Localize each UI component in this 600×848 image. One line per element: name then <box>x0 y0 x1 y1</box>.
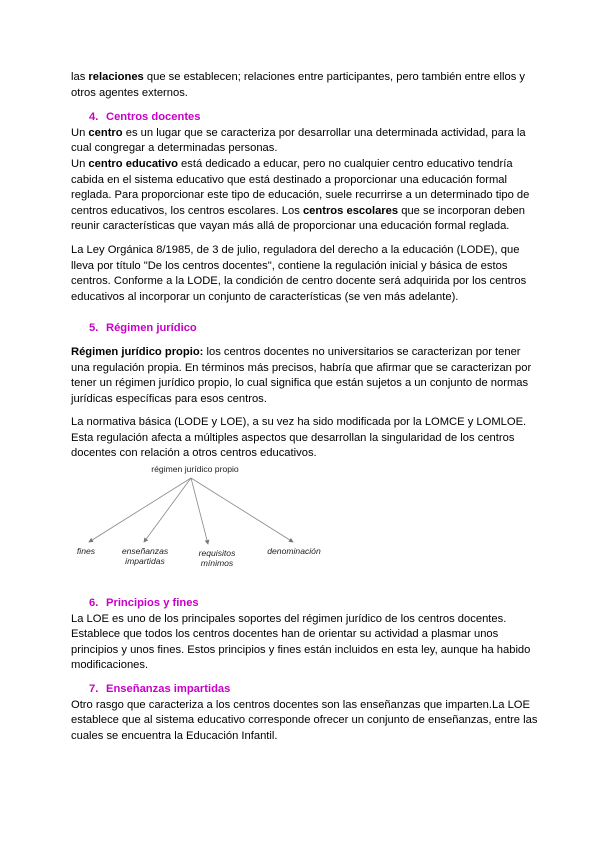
bold-term-regimen-propio: Régimen jurídico propio: <box>71 345 204 358</box>
heading-title: Centros docentes <box>106 111 201 124</box>
paragraph-centro-educativo <box>71 157 541 235</box>
regimen-diagram <box>71 464 541 582</box>
paragraph-ensenanzas: Otro rasgo que caracteriza a los centros docentes son las enseñanzas que imparten.La LOE establece que al sistema educativo corresponde ofrecer un conjunto de enseñanzas, entre las cuales se encuentra la Educación Infantil. <box>71 698 538 742</box>
intro-text-post: que se establecen; relaciones entre participantes, pero también entre ellos y otros agentes externos. <box>71 71 526 99</box>
diagram-root-label: régimen jurídico propio <box>151 464 239 475</box>
arrow-to-ensenanzas <box>144 478 191 542</box>
document-page <box>71 70 541 744</box>
paragraph-centro <box>71 126 541 157</box>
bold-term-centro: centro <box>88 126 123 139</box>
heading-number: 7. <box>89 683 99 696</box>
heading-title: Enseñanzas impartidas <box>106 683 231 696</box>
arrow-to-denominacion <box>191 478 293 542</box>
label-line: requisitos <box>198 548 236 559</box>
heading-ensenanzas-impartidas <box>89 682 541 698</box>
paragraph-lode: La Ley Orgánica 8/1985, de 3 de julio, reguladora del derecho a la educación (LODE), que lleva por título "De los centros docentes", contiene la regulación inicial y básica de estos centros. Conforme a la LODE, la condición de centro docente será adquirida por los centros educativos al incorporar un conjunto de características (se ven más adelante). <box>71 243 527 303</box>
diagram-leaf-requisitos <box>189 548 245 568</box>
intro-paragraph <box>71 70 541 101</box>
bold-term-centros-escolares: centros escolares <box>302 204 399 217</box>
label-line: enseñanzas <box>121 546 169 557</box>
heading-number: 6. <box>89 597 99 610</box>
diagram-leaf-denominacion: denominación <box>267 546 321 557</box>
text: los centros docentes no universitarios se caracterizan por tener una regulación propia. En términos más precisos, habría que afirmar que se caracterizan por tener un régimen jurídico propio, lo cual significa que están sujetos a un conjunto de normas jurídicas específicas para esos centros. <box>71 345 532 405</box>
heading-number: 4. <box>89 111 99 124</box>
diagram-leaf-fines: fines <box>76 546 96 557</box>
arrow-to-fines <box>89 478 191 542</box>
arrow-to-requisitos <box>191 478 208 544</box>
text: es un lugar que se caracteriza por desarrollar una determinada actividad, para la cual congregar a determinadas personas. <box>71 126 526 155</box>
label-line: mínimos <box>200 558 234 569</box>
paragraph-regimen-propio <box>71 345 541 407</box>
paragraph-principios: La LOE es uno de los principales soportes del régimen jurídico de los centros docentes. Establece que todos los centros docentes han de orientar su actividad a plasmar unos principios y unos fines. Estos principios y fines están incluidos en esta ley, aunque ha habido modificaciones. <box>71 612 531 672</box>
heading-number: 5. <box>89 322 99 335</box>
intro-bold-term: relaciones <box>88 71 144 83</box>
label-line: impartidas <box>125 556 165 567</box>
heading-title: Principios y fines <box>106 597 199 610</box>
heading-regimen-juridico <box>89 321 541 337</box>
paragraph-normativa: La normativa básica (LODE y LOE), a su vez ha sido modificada por la LOMCE y LOMLOE. Esta regulación afecta a múltiples aspectos que desarrollan la singularidad de los centros docentes con relación a otros centros educativos. <box>71 416 527 460</box>
text: Un <box>71 157 89 170</box>
text: Un <box>71 126 89 139</box>
heading-title: Régimen jurídico <box>106 322 197 335</box>
text: que se incorporan deben reunir características que vayan más allá de proporcionar una educación formal reglada. <box>71 204 525 233</box>
heading-centros-docentes <box>89 110 541 126</box>
diagram-leaf-ensenanzas <box>115 546 175 566</box>
bold-term-centro-educativo: centro educativo <box>88 157 178 170</box>
intro-text-pre: las <box>71 71 89 83</box>
text: está dedicado a educar, pero no cualquier centro educativo tendría cabida en el sistema educativo que está destinado a proporcionar una educación formal reglada. Para proporcionar este tipo de educación, suele recurrirse a un determinado tipo de centros educativos, los centros escolares. Los <box>71 157 530 217</box>
heading-principios-fines <box>89 596 541 612</box>
